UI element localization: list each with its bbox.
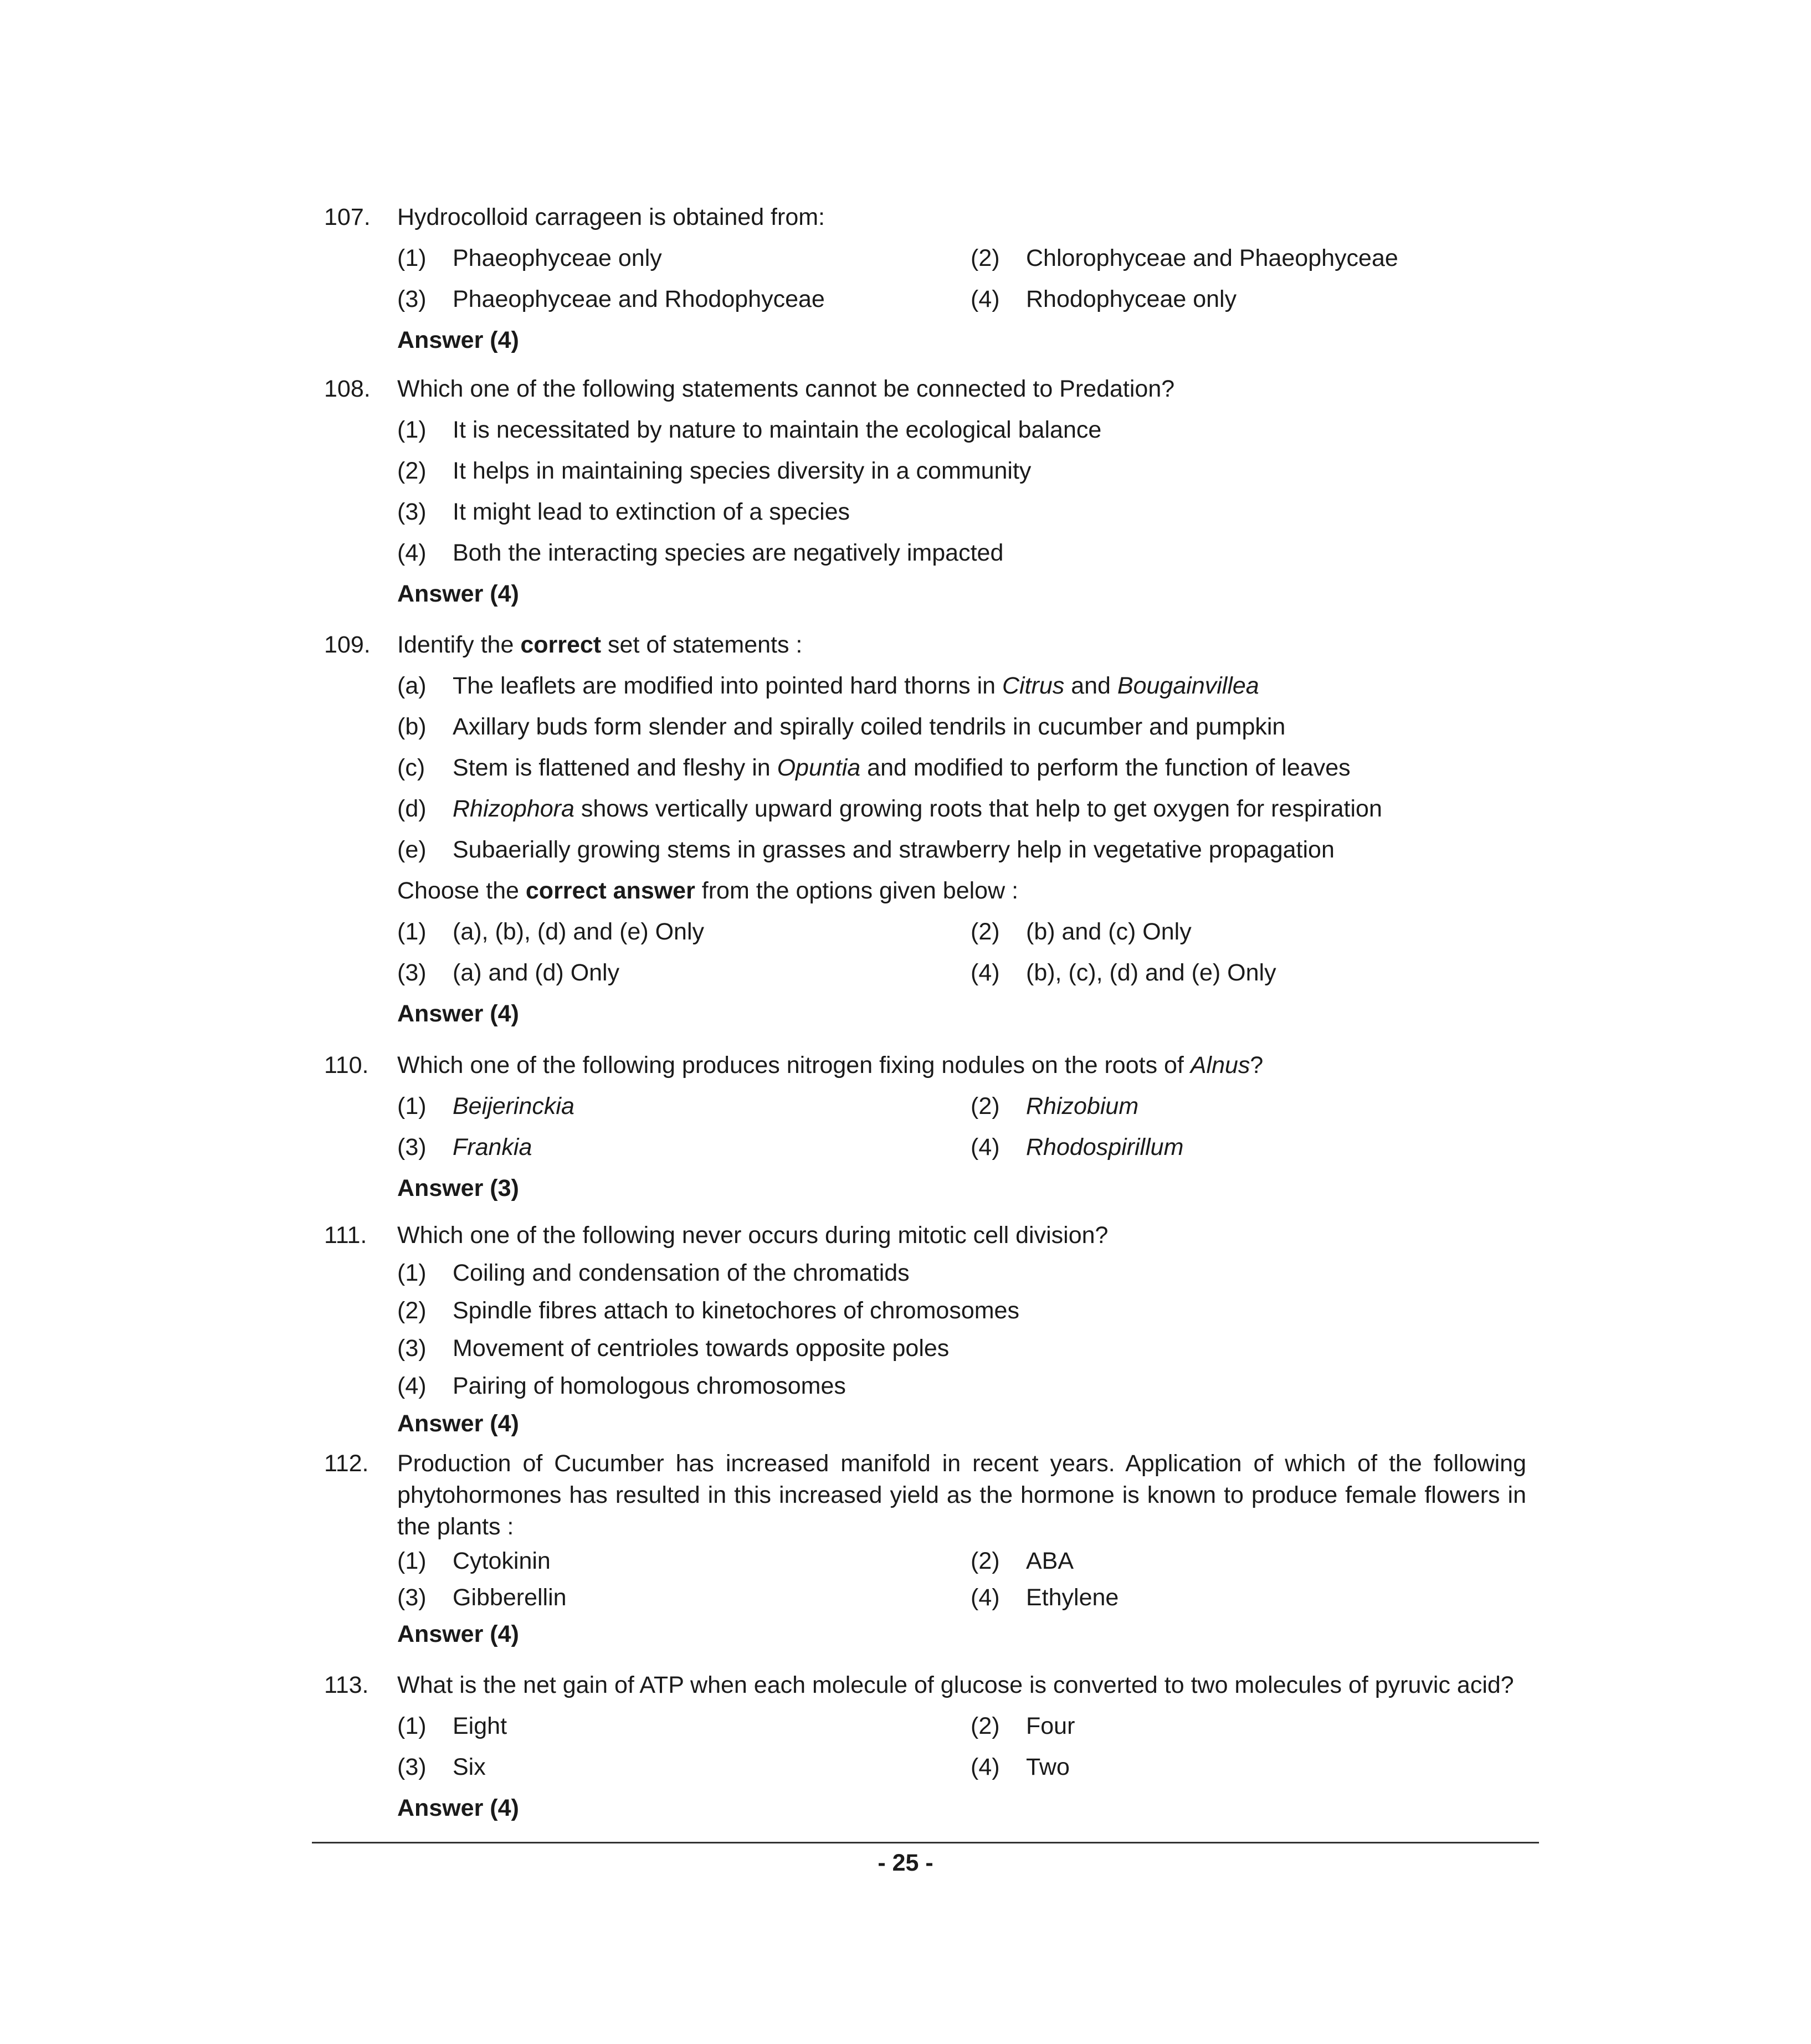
question-112 — [324, 1448, 1526, 1652]
option-1 — [397, 238, 971, 279]
option-label: (2) — [397, 1297, 427, 1324]
option-3 — [397, 279, 971, 320]
option-text: Chlorophyceae and Phaeophyceae — [1026, 245, 1398, 271]
option-text: Cytokinin — [453, 1548, 551, 1574]
option-text: Both the interacting species are negatively impacted — [453, 540, 1004, 566]
statement-label: (b) — [397, 713, 427, 740]
stem-text: Which one of the following produces nitrogen fixing nodules on the roots of — [397, 1052, 1191, 1079]
option-text: It helps in maintaining species diversity in a community — [453, 458, 1032, 484]
option-4 — [397, 532, 1526, 573]
option-text: (a), (b), (d) and (e) Only — [453, 918, 704, 945]
option-2 — [971, 238, 1544, 279]
italic-text: Bougainvillea — [1117, 672, 1259, 699]
question-number: 111. — [324, 1222, 367, 1249]
italic-text: Opuntia — [777, 754, 861, 781]
statement-a — [397, 665, 1526, 706]
option-3 — [397, 952, 971, 993]
option-label: (2) — [971, 245, 1000, 271]
option-label: (4) — [971, 286, 1000, 312]
option-text: Gibberellin — [453, 1584, 567, 1611]
statement-label: (a) — [397, 672, 427, 699]
option-label: (2) — [971, 918, 1000, 945]
option-label: (3) — [397, 1134, 427, 1160]
option-text: Phaeophyceae and Rhodophyceae — [453, 286, 825, 312]
option-label: (2) — [971, 1093, 1000, 1119]
answer: Answer (4) — [397, 1410, 519, 1437]
option-2 — [971, 1706, 1544, 1747]
option-text: Phaeophyceae only — [453, 245, 662, 271]
option-label: (4) — [397, 1373, 427, 1399]
option-text: Movement of centrioles towards opposite poles — [453, 1335, 950, 1362]
option-text: (b) and (c) Only — [1026, 918, 1192, 945]
choose-instruction — [397, 870, 1526, 911]
option-4 — [971, 1127, 1544, 1168]
option-label: (3) — [397, 1754, 427, 1780]
answer: Answer (4) — [397, 581, 519, 607]
option-label: (1) — [397, 245, 427, 271]
option-text: ABA — [1026, 1548, 1074, 1574]
statement-d — [397, 788, 1526, 829]
statement-text: Subaerially growing stems in grasses and strawberry help in vegetative propagation — [453, 836, 1335, 863]
option-text: It is necessitated by nature to maintain the ecological balance — [453, 417, 1102, 443]
stem-text: Identify the — [397, 631, 521, 658]
option-label: (1) — [397, 417, 427, 443]
option-1 — [397, 1543, 971, 1579]
question-number: 112. — [324, 1450, 369, 1477]
statement-label: (c) — [397, 754, 425, 781]
option-text: Spindle fibres attach to kinetochores of chromosomes — [453, 1297, 1019, 1324]
options — [397, 238, 1526, 320]
question-stem: What is the net gain of ATP when each molecule of glucose is converted to two molecules of pyruvic acid? — [397, 1672, 1514, 1698]
option-4 — [971, 1579, 1544, 1616]
option-3 — [397, 1127, 971, 1168]
question-108 — [324, 368, 1526, 614]
text: and — [1064, 672, 1117, 699]
option-3 — [397, 1579, 971, 1616]
text: Stem is flattened and fleshy in — [453, 754, 777, 781]
statement-text — [453, 788, 1382, 829]
option-1 — [397, 911, 971, 952]
options — [397, 1543, 1526, 1616]
answer: Answer (4) — [397, 1621, 519, 1647]
option-3 — [397, 491, 1526, 532]
question-number: 108. — [324, 376, 371, 402]
question-number: 113. — [324, 1672, 369, 1698]
option-label: (1) — [397, 1713, 427, 1739]
options — [397, 1086, 1526, 1168]
question-107 — [324, 197, 1526, 361]
page-number: - 25 - — [878, 1850, 933, 1876]
answer: Answer (4) — [397, 1795, 519, 1821]
text: from the options given below : — [695, 877, 1019, 904]
question-number: 110. — [324, 1052, 369, 1079]
question-111 — [324, 1216, 1526, 1442]
option-text: It might lead to extinction of a species — [453, 499, 850, 525]
answer: Answer (4) — [397, 1000, 519, 1027]
question-110 — [324, 1045, 1526, 1209]
option-label: (4) — [971, 1584, 1000, 1611]
options — [397, 1706, 1526, 1788]
stem-text: set of statements : — [601, 631, 803, 658]
question-stem — [397, 1045, 1526, 1086]
text: Choose the — [397, 877, 526, 904]
option-2 — [971, 1086, 1544, 1127]
text: The leaflets are modified into pointed hard thorns in — [453, 672, 1002, 699]
option-text: Eight — [453, 1713, 507, 1739]
option-text: Coiling and condensation of the chromatids — [453, 1260, 910, 1286]
statement-c — [397, 747, 1526, 788]
statement-label: (d) — [397, 795, 427, 822]
question-number: 107. — [324, 204, 371, 230]
option-label: (1) — [397, 1548, 427, 1574]
statement-text: Axillary buds form slender and spirally coiled tendrils in cucumber and pumpkin — [453, 713, 1286, 740]
italic-text: Rhizophora — [453, 795, 574, 822]
option-label: (2) — [397, 458, 427, 484]
option-text: Rhizobium — [1026, 1093, 1139, 1119]
stem-text: ? — [1250, 1052, 1264, 1079]
option-4 — [971, 952, 1544, 993]
option-4 — [397, 1367, 1526, 1405]
stem-italic: Alnus — [1190, 1052, 1250, 1079]
option-label: (3) — [397, 1335, 427, 1362]
option-text: Six — [453, 1754, 486, 1780]
option-label: (1) — [397, 1260, 427, 1286]
option-label: (1) — [397, 918, 427, 945]
option-2 — [971, 911, 1544, 952]
statement-text — [453, 665, 1259, 706]
answer: Answer (3) — [397, 1175, 519, 1201]
option-label: (4) — [971, 1754, 1000, 1780]
option-label: (2) — [971, 1548, 1000, 1574]
statement-b — [397, 706, 1526, 747]
option-text: Frankia — [453, 1134, 532, 1160]
option-2 — [397, 450, 1526, 491]
text: shows vertically upward growing roots that help to get oxygen for respiration — [574, 795, 1382, 822]
option-4 — [971, 279, 1544, 320]
question-109 — [324, 624, 1526, 1034]
option-4 — [971, 1747, 1544, 1788]
option-text: Ethylene — [1026, 1584, 1119, 1611]
statement-e — [397, 829, 1526, 870]
option-label: (4) — [971, 1134, 1000, 1160]
question-stem: Hydrocolloid carrageen is obtained from: — [397, 204, 825, 230]
statement-label: (e) — [397, 836, 427, 863]
footer-divider — [312, 1842, 1539, 1843]
option-label: (1) — [397, 1093, 427, 1119]
option-label: (4) — [397, 540, 427, 566]
question-stem: Which one of the following never occurs during mitotic cell division? — [397, 1222, 1109, 1249]
option-label: (3) — [397, 286, 427, 312]
option-text: Two — [1026, 1754, 1070, 1780]
statement-text — [453, 747, 1351, 788]
option-1 — [397, 1254, 1526, 1292]
option-text: Four — [1026, 1713, 1075, 1739]
option-2 — [397, 1292, 1526, 1329]
stem-bold: correct — [520, 631, 602, 658]
bold-text: correct answer — [525, 877, 695, 904]
option-label: (3) — [397, 499, 427, 525]
question-stem: Production of Cucumber has increased manifold in recent years. Application of which of the following phytohormones has resulted in this increased yield as the hormone is known to produce female flowers in the plants : — [397, 1450, 1526, 1540]
option-1 — [397, 409, 1526, 450]
option-text: (a) and (d) Only — [453, 959, 620, 986]
option-label: (4) — [971, 959, 1000, 986]
question-113 — [324, 1665, 1526, 1829]
option-text: Pairing of homologous chromosomes — [453, 1373, 846, 1399]
option-1 — [397, 1706, 971, 1747]
question-stem: Which one of the following statements cannot be connected to Predation? — [397, 376, 1175, 402]
question-stem — [397, 624, 1526, 665]
option-text: Rhodophyceae only — [1026, 286, 1237, 312]
question-number: 109. — [324, 631, 371, 658]
option-2 — [971, 1543, 1544, 1579]
option-3 — [397, 1329, 1526, 1367]
option-text: (b), (c), (d) and (e) Only — [1026, 959, 1276, 986]
option-1 — [397, 1086, 971, 1127]
option-text: Beijerinckia — [453, 1093, 574, 1119]
option-3 — [397, 1747, 971, 1788]
option-label: (3) — [397, 1584, 427, 1611]
option-label: (2) — [971, 1713, 1000, 1739]
italic-text: Citrus — [1002, 672, 1065, 699]
text: and modified to perform the function of leaves — [860, 754, 1351, 781]
option-label: (3) — [397, 959, 427, 986]
option-text: Rhodospirillum — [1026, 1134, 1184, 1160]
answer: Answer (4) — [397, 327, 519, 353]
options — [397, 911, 1526, 993]
